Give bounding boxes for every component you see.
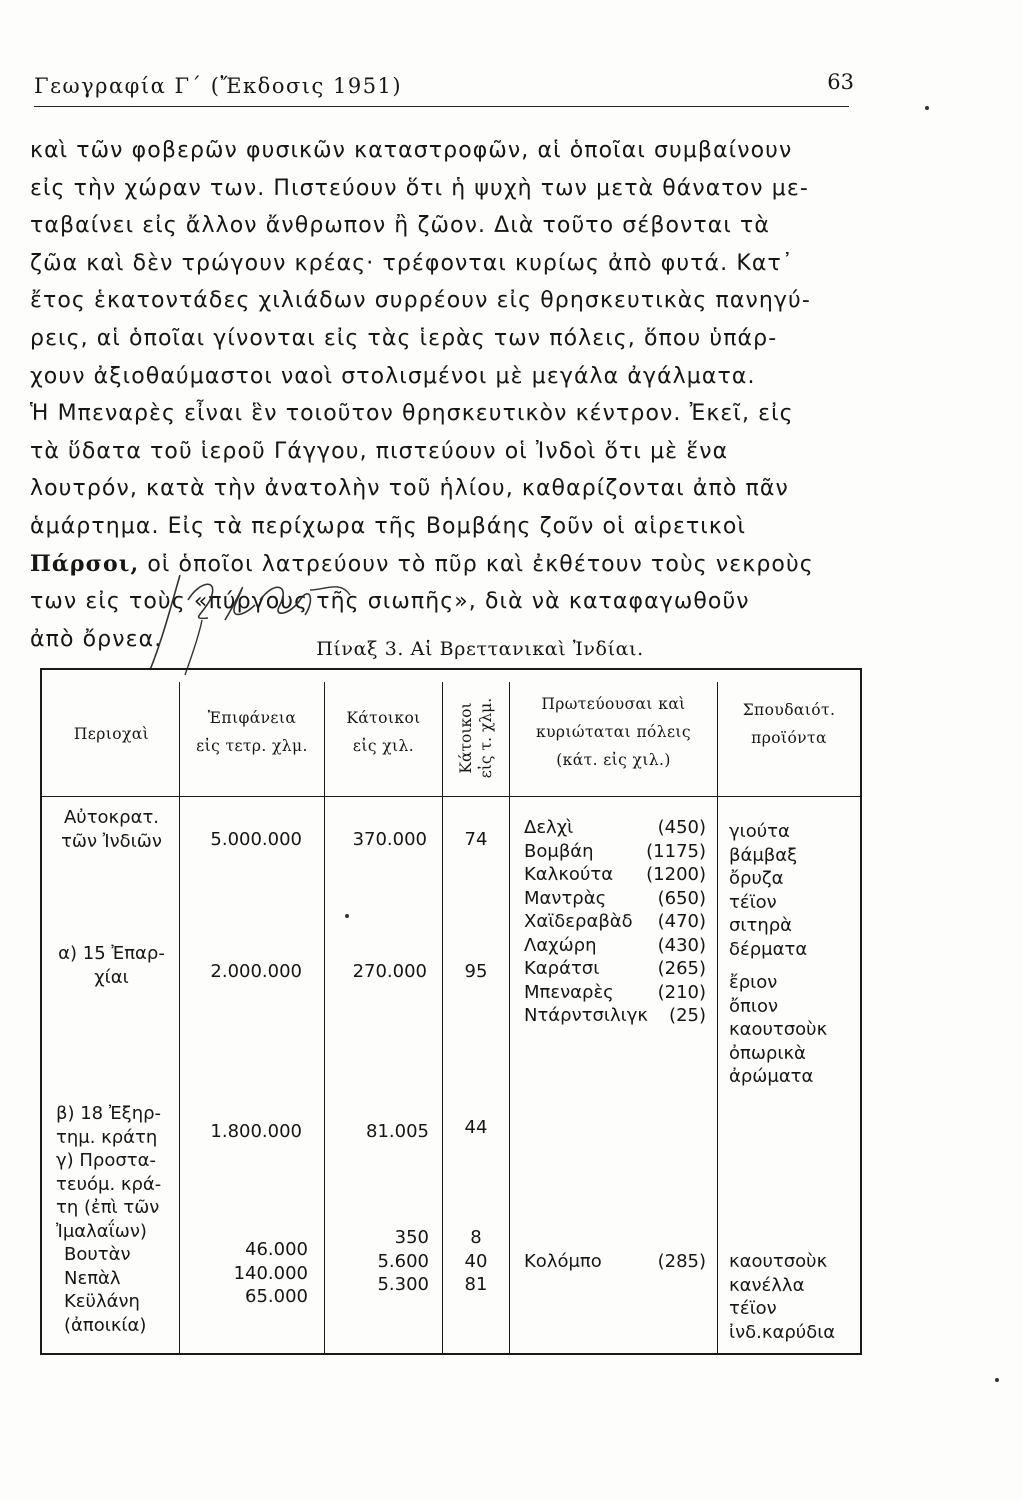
product: ὄρυζα: [729, 868, 784, 889]
header-area-line: Ἐπιφάνεια: [207, 709, 297, 727]
region-cell: [44, 806, 179, 853]
header-cities-line: Πρωτεύουσαι καὶ: [541, 695, 686, 713]
density-value: 40: [464, 1250, 488, 1272]
header-products-line: Σπουδαιότ.: [742, 701, 836, 719]
text-line: ἁμάρτημα. Εἰς τὰ περίχωρα τῆς Βομβάης ζοῦν οἱ αἱρετικοὶ: [30, 513, 746, 539]
text-line: ἔτος ἑκατοντάδες χιλιάδων συρρέουν εἰς θρησκευτικὰς πανηγύ-: [30, 288, 811, 314]
city-population: (1175): [646, 840, 706, 862]
text-line: λουτρόν, κατὰ τὴν ἀνατολὴν τοῦ ἡλίου, καθαρίζονται ἀπὸ πᾶν: [30, 476, 789, 502]
header-density: [444, 688, 508, 788]
text-line: καὶ τῶν φοβερῶν φυσικῶν καταστροφῶν, αἱ ὁποῖαι συμβαίνουν: [30, 138, 793, 163]
city-population: (430): [657, 934, 706, 956]
city-row: [524, 910, 706, 934]
product: καουτσοὺκ: [729, 1251, 828, 1272]
text-line: των εἰς τοὺς «πύργους τῆς σιωπῆς», διὰ νὰ καταφαγωθοῦν: [30, 589, 750, 615]
region-cell: [56, 1102, 179, 1337]
column-divider: [324, 682, 325, 1353]
density-cell: 44: [464, 1117, 488, 1138]
product: ἀρώματα: [729, 1066, 814, 1087]
text-line: χουν ἀξιοθαύμαστοι ναοὶ στολισμένοι μὲ μεγάλα ἀγάλματα.: [30, 363, 756, 389]
density-cell: 95: [464, 961, 488, 982]
text-line: Ἡ Μπεναρὲς εἶναι ἓν τοιοῦτον θρησκευτικὸν κέντρον. Ἐκεῖ, εἰς: [30, 401, 794, 427]
region-line: (ἀποικία): [64, 1314, 147, 1336]
header-products: [718, 696, 860, 752]
product: καουτσοὺκ: [729, 1019, 828, 1040]
product: τέϊον: [729, 1298, 777, 1319]
region-line: Κεϋλάνη: [64, 1291, 140, 1312]
header-population-line: Κάτοικοι: [346, 709, 421, 727]
city-name: Βομβάη: [524, 840, 594, 862]
population-value: 5.300: [377, 1274, 429, 1295]
city-population: (450): [657, 817, 706, 838]
scan-speck: [995, 1378, 999, 1382]
region-line: γ) Προστα-: [56, 1150, 156, 1171]
city-name: Κολόμπο: [524, 1251, 602, 1272]
products-cell: [729, 820, 859, 1089]
header-divider: [42, 796, 860, 797]
product: βάμβαξ: [729, 844, 798, 866]
header-density-line: εἰς τ. χλμ.: [477, 697, 495, 779]
city-row: [524, 981, 706, 1005]
header-products-line: προϊόντα: [751, 729, 827, 747]
area-value: 140.000: [233, 1262, 308, 1284]
region-line: Ἰμαλαΐων): [56, 1220, 147, 1242]
city-population: (470): [657, 911, 706, 932]
handwritten-signature: [140, 560, 400, 680]
product: ὄπιον: [729, 995, 779, 1017]
city-population: (285): [657, 1251, 706, 1272]
column-divider: [509, 682, 510, 1353]
header-rule: [34, 106, 849, 107]
city-row: [524, 957, 706, 981]
population-cell: 270.000: [352, 961, 427, 982]
city-name: Λαχώρη: [524, 934, 597, 956]
density-value: 81: [464, 1274, 488, 1295]
text-line: ζῶα καὶ δὲν τρώγουν κρέας· τρέφονται κυρίως ἀπὸ φυτά. Κατ᾽: [30, 250, 794, 276]
scan-speck: [925, 106, 929, 110]
text-line: ταβαίνει εἰς ἄλλον ἄνθρωπον ἢ ζῶον. Διὰ τοῦτο σέβονται τὰ: [30, 213, 770, 239]
population-cell: 370.000: [352, 829, 427, 850]
column-divider: [442, 682, 443, 1353]
area-cell: [182, 1238, 308, 1309]
header-cities-line: (κάτ. εἰς χιλ.): [556, 751, 671, 769]
population-value: 350: [394, 1227, 429, 1248]
product: ὀπωρικὰ: [729, 1042, 806, 1064]
header-density-rotated: [456, 698, 496, 778]
region-line: Νεπὰλ: [64, 1267, 121, 1289]
product: σιτηρὰ: [729, 915, 793, 936]
area-value: 46.000: [245, 1239, 308, 1260]
area-value: 65.000: [245, 1286, 308, 1307]
region-line: χίαι: [94, 966, 129, 988]
city-row: [524, 1004, 706, 1028]
header-density-line: Κάτοικοι: [457, 702, 475, 774]
text-line: ρεις, αἱ ὁποῖαι γίνονται εἰς τὰς ἱερὰς των πόλεις, ὅπου ὑπάρ-: [30, 325, 778, 351]
city-name: Καλκούτα: [524, 864, 614, 885]
product: ἔριον: [729, 972, 778, 993]
city-name: Καράτσι: [524, 958, 600, 979]
region-line: β) 18 Ἐξηρ-: [56, 1103, 162, 1124]
city-row: [524, 887, 706, 911]
text-line: τὰ ὕδατα τοῦ ἱεροῦ Γάγγου, πιστεύουν οἱ Ἰνδοὶ ὅτι μὲ ἕνα: [30, 438, 729, 464]
header-cities: [510, 690, 717, 774]
area-cell: 2.000.000: [210, 961, 302, 982]
region-line: α) 15 Ἐπαρ-: [58, 943, 165, 964]
region-line: τευόμ. κρά-: [56, 1173, 162, 1195]
product: ἰνδ.καρύδια: [729, 1321, 836, 1343]
bold-term: Πάρσοι,: [30, 550, 140, 577]
city-name: Δελχὶ: [524, 817, 574, 838]
column-divider: [179, 682, 180, 1353]
region-cell: [44, 942, 179, 989]
city-row: [524, 934, 706, 958]
city-row: [524, 816, 706, 840]
scan-speck: [345, 914, 349, 918]
page-number: 63: [827, 70, 854, 94]
population-value: 5.600: [377, 1250, 429, 1272]
region-line: Βουτὰν: [64, 1244, 131, 1265]
header-area-line: εἰς τετρ. χλμ.: [196, 737, 308, 755]
area-cell: 5.000.000: [210, 829, 302, 850]
city-name: Μαντρὰς: [524, 887, 607, 909]
city-population: (1200): [646, 864, 706, 885]
region-line: τη (ἐπὶ τῶν: [56, 1197, 160, 1218]
city-population: (650): [657, 887, 706, 909]
running-title: Γεωγραφία Γ΄ (Ἔκδοσις 1951): [34, 74, 403, 98]
population-cell: [327, 1226, 429, 1297]
density-value: 8: [470, 1227, 482, 1248]
city-population: (210): [657, 981, 706, 1003]
header-cities-line: κυριώταται πόλεις: [536, 723, 691, 741]
cities-cell: [524, 816, 714, 1028]
city-row: [524, 840, 706, 864]
area-cell: 1.800.000: [210, 1121, 302, 1142]
header-area: [180, 704, 324, 760]
city-name: Μπεναρὲς: [524, 981, 614, 1003]
header-population-line: εἰς χιλ.: [352, 737, 415, 755]
population-cell: 81.005: [366, 1121, 429, 1142]
products-cell: [729, 1250, 864, 1344]
region-line: τημ. κράτη: [56, 1126, 158, 1148]
product: δέρματα: [729, 938, 808, 960]
city-row: [524, 1250, 706, 1274]
city-row: [524, 863, 706, 887]
column-divider: [717, 682, 718, 1353]
city-population: (25): [669, 1005, 706, 1026]
product: γιούτα: [729, 821, 790, 842]
density-cell: 74: [464, 829, 488, 850]
product: τέϊον: [729, 891, 777, 913]
city-name: Ντάρντσιλιγκ: [524, 1005, 648, 1026]
density-cell: [444, 1226, 508, 1297]
table-caption: Πίναξ 3. Αἱ Βρεττανικαὶ Ἰνδίαι.: [316, 638, 644, 660]
city-population: (265): [657, 958, 706, 979]
city-name: Χαϊδεραβὰδ: [524, 911, 633, 932]
header-region: Περιοχαὶ: [73, 725, 150, 743]
text-line: εἰς τὴν χώραν των. Πιστεύουν ὅτι ἡ ψυχὴ των μετὰ θάνατον με-: [30, 175, 809, 201]
region-line: τῶν Ἰνδιῶν: [61, 830, 162, 852]
text-line: ἀπὸ ὄρνεα.: [30, 626, 163, 652]
text-span: οἱ ὁποῖοι λατρεύουν τὸ πῦρ καὶ ἐκθέτουν τοὺς νεκροὺς: [139, 551, 814, 577]
cities-cell: [524, 1250, 714, 1274]
product: κανέλλα: [729, 1274, 805, 1296]
data-table: [40, 668, 862, 1355]
header-population: [325, 704, 442, 760]
region-line: Αὐτοκρατ.: [63, 807, 160, 828]
running-header: [34, 70, 854, 104]
